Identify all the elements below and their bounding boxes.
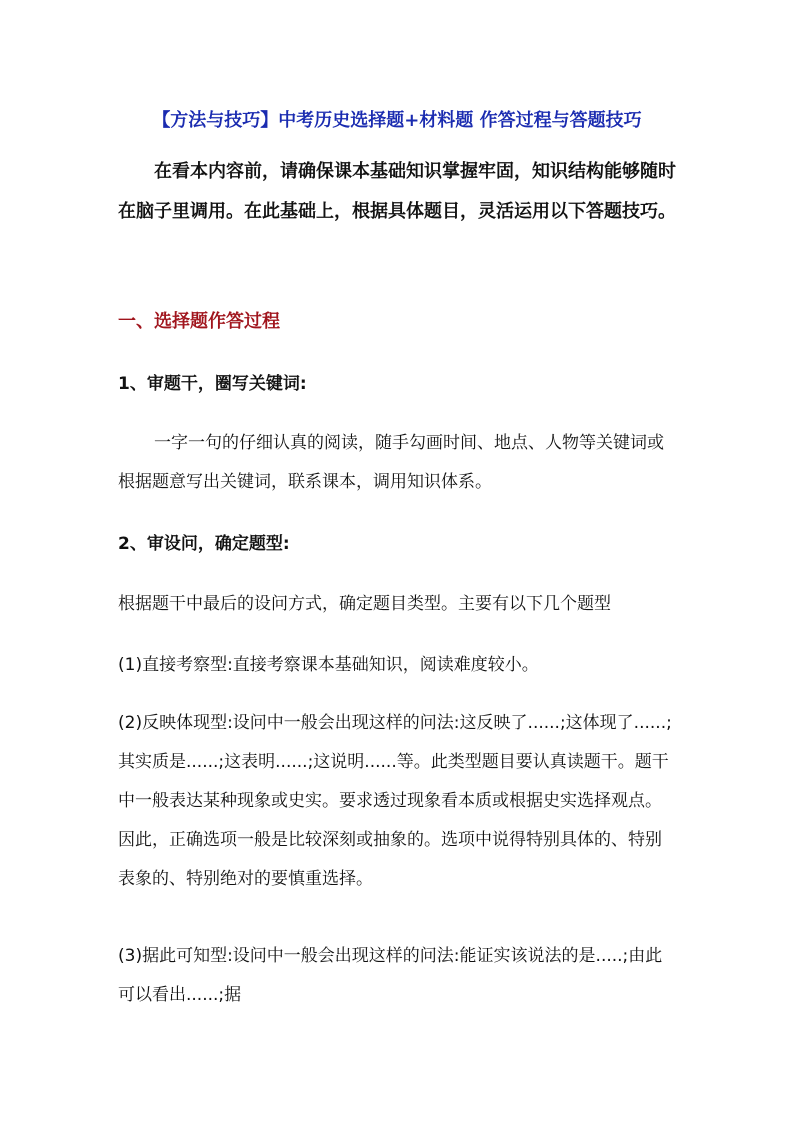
- step1-heading: 1、审题干，圈写关键词:: [118, 374, 307, 394]
- type1-paragraph: (1)直接考察型:直接考察课本基础知识，阅读难度较小。: [118, 655, 539, 675]
- type2-paragraph: (2)反映体现型:设问中一般会出现这样的问法:这反映了......;这体现了......;其实质是......;这表明......;这说明......等。此类型题目要认真读题干。题干中一般表达某种现象或史实。要求透过现象看本质或根据史实选择观点。因此，正确选项一般是比较深刻或抽象的。选项中说得特别具体的、特别表象的、特别绝对的要慎重选择。: [118, 713, 672, 889]
- type3-paragraph: (3)据此可知型:设问中一般会出现这样的问法:能证实该说法的是.....;由此可以看出......;据: [118, 946, 663, 1005]
- section-heading: 一、选择题作答过程: [118, 311, 280, 332]
- intro-paragraph: 在看本内容前，请确保课本基础知识掌握牢固，知识结构能够随时在脑子里调用。在此基础上，根据具体题目，灵活运用以下答题技巧。: [118, 161, 676, 222]
- document-title: 【方法与技巧】中考历史选择题+材料题 作答过程与答题技巧: [152, 110, 642, 131]
- step2-heading: 2、审设问，确定题型:: [118, 534, 290, 554]
- step2-intro: 根据题干中最后的设问方式，确定题目类型。主要有以下几个题型: [118, 594, 611, 614]
- step1-body: 一字一句的仔细认真的阅读，随手勾画时间、地点、人物等关键词或根据题意写出关键词，联系课本，调用知识体系。: [118, 433, 664, 492]
